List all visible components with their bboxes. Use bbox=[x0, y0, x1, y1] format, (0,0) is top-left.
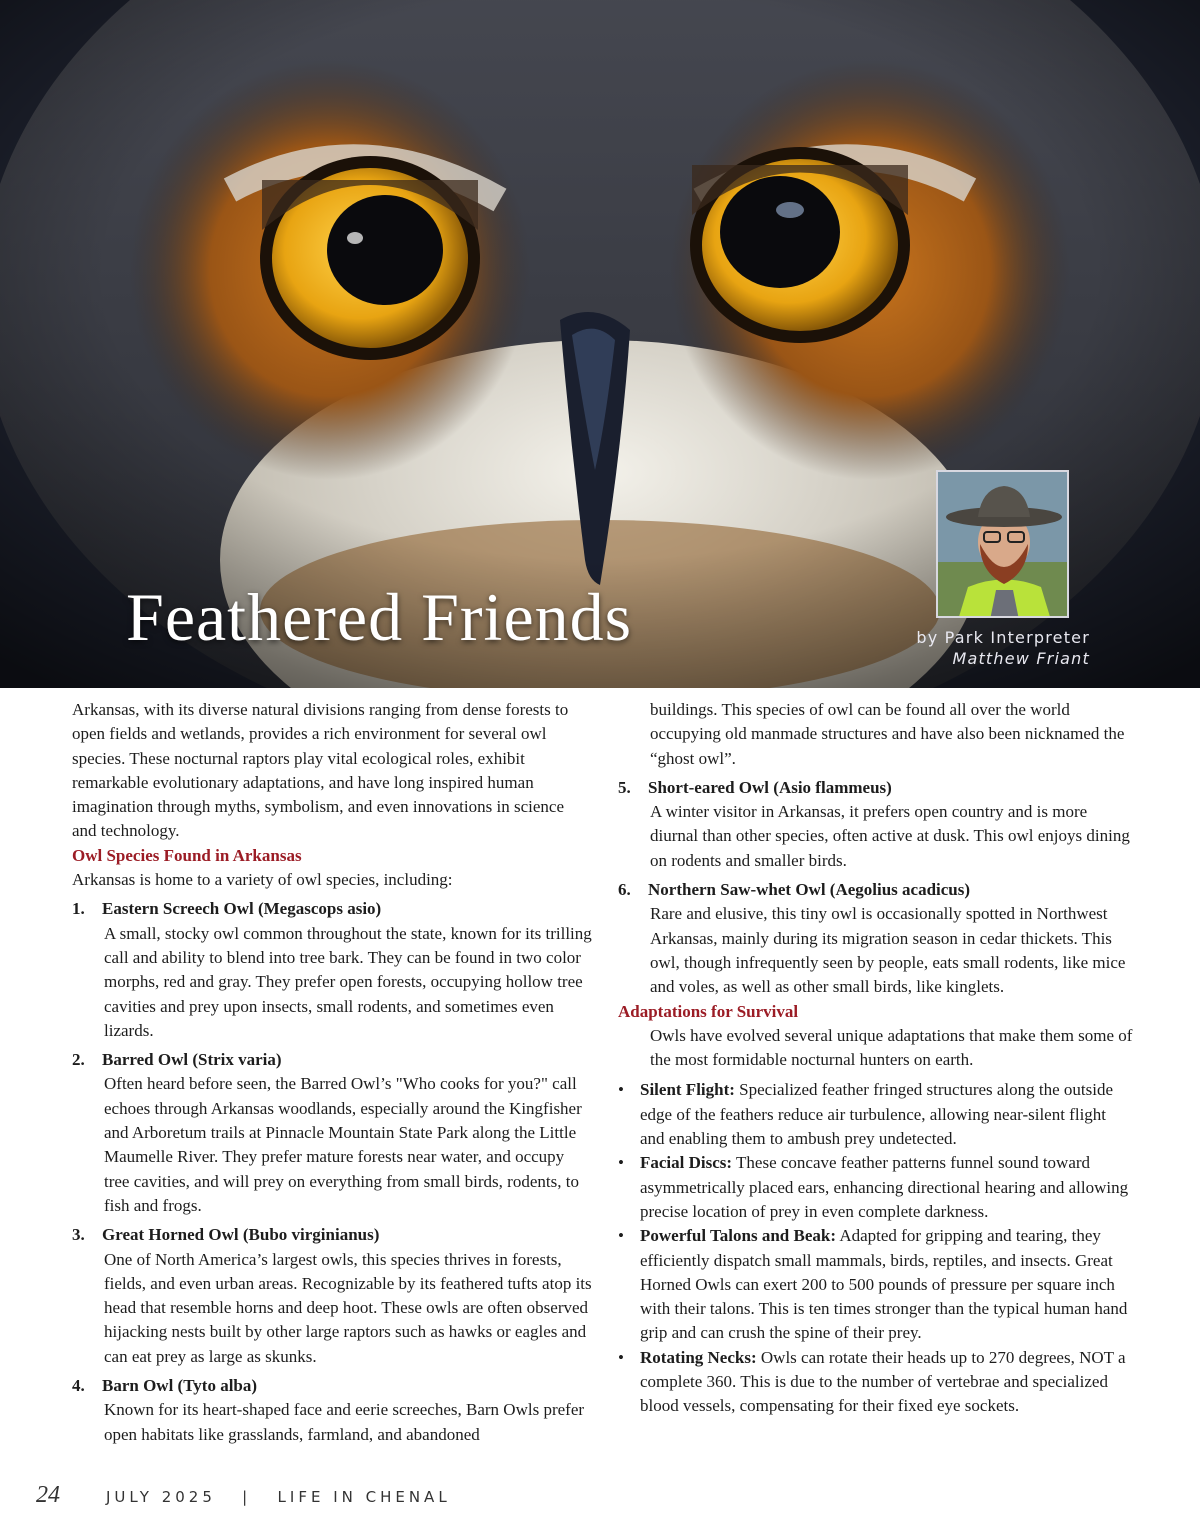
adaptation-title: Silent Flight: bbox=[640, 1080, 735, 1100]
species-number: 1. bbox=[72, 899, 85, 919]
species-text: Often heard before seen, the Barred Owl’s "Who cooks for you?" call echoes through Arkansas woodlands, especially around the Kingfisher and Arboretum trails at Pinnacle Mountain State Park along the Little Maumelle River. They prefer mature forests near water, and occupy tree cavities, and will prey on everything from small birds, rodents, to fish and frogs. bbox=[104, 1074, 582, 1215]
author-photo bbox=[936, 470, 1069, 618]
adaptations-intro: Owls have evolved several unique adaptations that make them some of the most formidable nocturnal hunters on earth. bbox=[650, 1025, 1133, 1070]
barn-owl-continued: buildings. This species of owl can be found all over the world occupying old manmade structures and have also been nicknamed the “ghost owl”. bbox=[650, 700, 1125, 768]
species-number: 6. bbox=[618, 880, 631, 900]
adaptation-item bbox=[618, 1151, 1133, 1224]
right-column bbox=[618, 698, 1133, 1419]
species-number: 4. bbox=[72, 1376, 85, 1396]
species-number: 2. bbox=[72, 1050, 85, 1070]
species-number: 5. bbox=[618, 777, 631, 797]
species-text: Known for its heart-shaped face and eerie screeches, Barn Owls prefer open habitats like grasslands, farmland, and abandoned bbox=[104, 1400, 585, 1444]
species-item bbox=[72, 1223, 592, 1369]
adaptation-title: Powerful Talons and Beak: bbox=[640, 1226, 837, 1246]
species-text: A small, stocky owl common throughout the state, known for its trilling call and ability to blend into tree bark. They can be found in two color morphs, red and gray. They prefer open forests, occupying hollow tree cavities and prey upon insects, small rodents, and sometimes even lizards. bbox=[104, 923, 592, 1040]
species-item bbox=[618, 776, 1133, 873]
adaptation-text: Owls can rotate their heads up to 270 degrees, NOT a complete 360. This is due to the number of vertebrae and specialized blood vessels, compensating for their fixed eye sockets. bbox=[640, 1347, 1126, 1416]
footer-masthead: JULY 2025 | LIFE IN CHENAL bbox=[106, 1488, 451, 1506]
species-number: 3. bbox=[72, 1225, 85, 1245]
species-text: Rare and elusive, this tiny owl is occasionally spotted in Northwest Arkansas, mainly during its migration season in cedar thickets. This owl, though infrequently seen by people, eats small rodents, like mice and voles, as well as other small birds, like kinglets. bbox=[650, 904, 1126, 997]
species-text: A winter visitor in Arkansas, it prefers open country and is more diurnal than other species, often active at dusk. This owl enjoys dining on rodents and smaller birds. bbox=[650, 802, 1130, 870]
adaptation-title: Rotating Necks: bbox=[640, 1347, 757, 1367]
adaptation-title: Facial Discs: bbox=[640, 1153, 733, 1173]
species-text: One of North America’s largest owls, this species thrives in forests, fields, and even urban areas. Recognizable by its feathered tufts atop its head that resemble horns and deep hoot. These owls are often observed hijacking nests built by other large raptors such as hawks or eagles and can eat prey as large as skunks. bbox=[104, 1249, 592, 1366]
article-title: Feathered Friends bbox=[126, 579, 633, 655]
adaptation-item bbox=[618, 1078, 1133, 1151]
byline-role: by Park Interpreter bbox=[916, 628, 1090, 647]
species-name: Eastern Screech Owl (Megascops asio) bbox=[102, 899, 382, 919]
byline-name: Matthew Friant bbox=[952, 649, 1090, 668]
adaptation-item bbox=[618, 1224, 1133, 1345]
species-item bbox=[72, 1048, 592, 1218]
adaptation-item bbox=[618, 1346, 1133, 1419]
byline bbox=[900, 627, 1090, 669]
species-item bbox=[72, 897, 592, 1043]
species-name: Barred Owl (Strix varia) bbox=[102, 1050, 282, 1070]
adaptation-text: Adapted for gripping and tearing, they efficiently dispatch small mammals, birds, reptiles, and insects. Great Horned Owls can exert 200 to 500 pounds of pressure per square inch with their talons. This is ten times stronger than the typical human hand grip and can crush the spine of their prey. bbox=[640, 1226, 1128, 1343]
adaptations-heading: Adaptations for Survival bbox=[618, 1001, 799, 1021]
species-name: Northern Saw-whet Owl (Aegolius acadicus) bbox=[648, 880, 971, 900]
intro-paragraph: Arkansas, with its diverse natural divisions ranging from dense forests to open fields and wetlands, provides a rich environment for several owl species. These nocturnal raptors play vital ecological roles, exhibit remarkable evolutionary adaptations, and have long inspired human imagination through myths, symbolism, and even innovations in science and technology. bbox=[72, 700, 569, 841]
page-number: 24 bbox=[36, 1482, 60, 1508]
adaptation-text: Specialized feather fringed structures along the outside edge of the feathers reduce air turbulence, allowing near-silent flight and enabling them to ambush prey undetected. bbox=[640, 1080, 1114, 1149]
left-column bbox=[72, 698, 592, 1447]
species-name: Barn Owl (Tyto alba) bbox=[102, 1376, 258, 1396]
species-item bbox=[618, 878, 1133, 999]
species-heading: Owl Species Found in Arkansas bbox=[72, 845, 302, 865]
species-name: Great Horned Owl (Bubo virginianus) bbox=[102, 1225, 380, 1245]
species-item bbox=[72, 1374, 592, 1447]
species-intro: Arkansas is home to a variety of owl species, including: bbox=[72, 870, 453, 890]
hero-owl-photo bbox=[0, 0, 1200, 688]
adaptation-text: These concave feather patterns funnel sound toward asymmetrically placed ears, enhancing directional hearing and allowing precise location of prey in even complete darkness. bbox=[640, 1153, 1129, 1221]
species-name: Short-eared Owl (Asio flammeus) bbox=[648, 777, 892, 797]
